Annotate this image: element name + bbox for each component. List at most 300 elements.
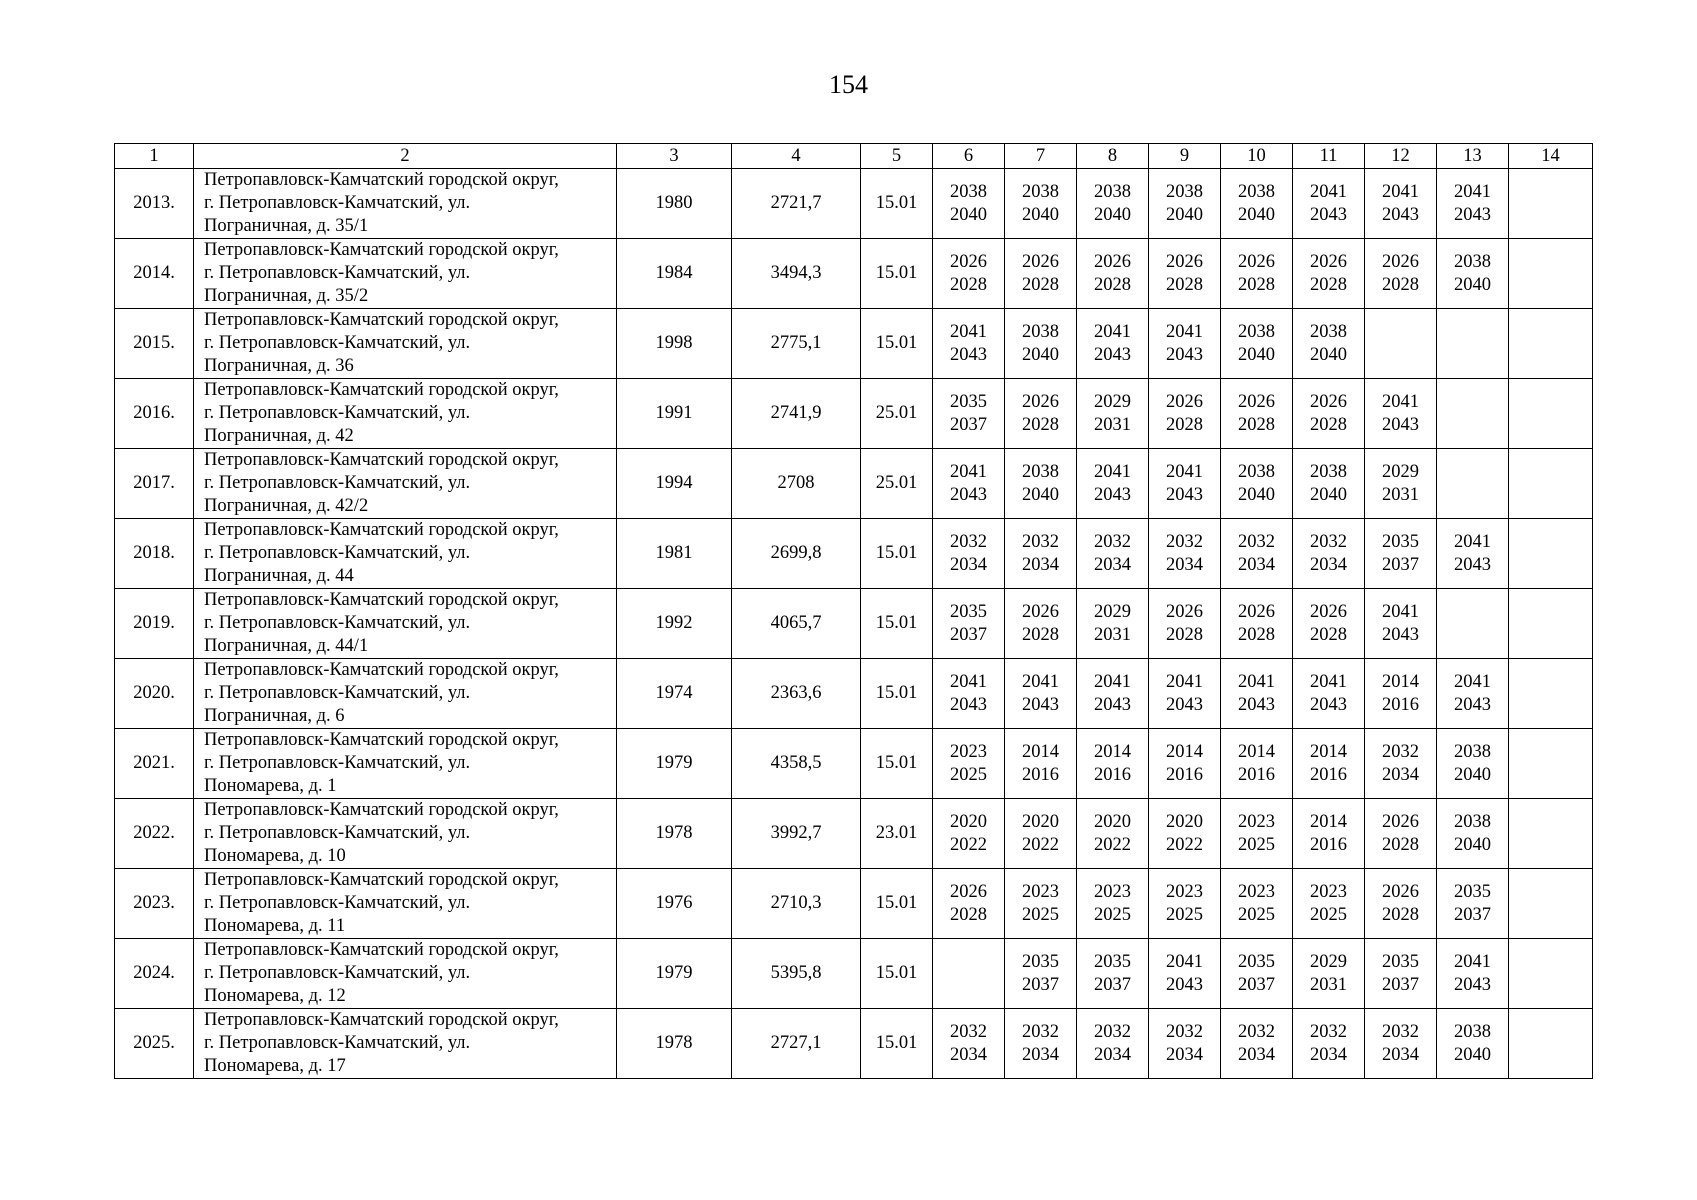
period-year: 2034 xyxy=(950,554,987,575)
period-year: 2038 xyxy=(1094,181,1131,202)
period-year: 2032 xyxy=(1166,1021,1203,1042)
period-cell xyxy=(1221,239,1293,309)
address-line: Петропавловск-Камчатский городской округ, xyxy=(204,1010,559,1030)
period-year: 2032 xyxy=(1310,1021,1347,1042)
period-cell xyxy=(1437,589,1509,659)
period-cell xyxy=(1293,449,1365,519)
period-year: 2032 xyxy=(950,1021,987,1042)
period-cell xyxy=(1365,869,1437,939)
period-cell xyxy=(933,589,1005,659)
period-year: 2032 xyxy=(1022,531,1059,552)
period-cell xyxy=(1437,659,1509,729)
address-line: Петропавловск-Камчатский городской округ, xyxy=(204,800,559,820)
period-year: 2035 xyxy=(1382,951,1419,972)
period-year: 2014 xyxy=(1022,741,1059,762)
row-number-cell: 2013. xyxy=(115,169,194,239)
period-cell xyxy=(1437,169,1509,239)
table-row xyxy=(115,589,1593,659)
build-year-cell: 1981 xyxy=(617,519,732,589)
period-year: 2022 xyxy=(1094,834,1131,855)
build-year-cell: 1984 xyxy=(617,239,732,309)
address-cell xyxy=(194,1009,617,1079)
period-year: 2032 xyxy=(1382,741,1419,762)
period-year: 2043 xyxy=(1454,694,1491,715)
period-year: 2034 xyxy=(950,1044,987,1065)
address-line: Петропавловск-Камчатский городской округ, xyxy=(204,310,559,330)
period-year: 2026 xyxy=(1022,601,1059,622)
period-year: 2014 xyxy=(1310,741,1347,762)
address-line: Петропавловск-Камчатский городской округ, xyxy=(204,940,559,960)
period-year: 2038 xyxy=(1238,321,1275,342)
period-cell xyxy=(933,869,1005,939)
period-cell xyxy=(1221,869,1293,939)
period-year: 2023 xyxy=(1238,881,1275,902)
period-cell xyxy=(1005,379,1077,449)
period-year: 2038 xyxy=(1310,321,1347,342)
period-year: 2041 xyxy=(1166,671,1203,692)
period-year: 2041 xyxy=(1310,671,1347,692)
address-line: Петропавловск-Камчатский городской округ, xyxy=(204,380,559,400)
period-year: 2037 xyxy=(1238,974,1275,995)
period-cell xyxy=(1509,1009,1593,1079)
period-cell xyxy=(1005,869,1077,939)
row-number-cell: 2025. xyxy=(115,1009,194,1079)
period-year: 2041 xyxy=(1166,321,1203,342)
address-line: Петропавловск-Камчатский городской округ, xyxy=(204,520,559,540)
period-cell xyxy=(1509,659,1593,729)
address-line: Петропавловск-Камчатский городской округ, xyxy=(204,870,559,890)
period-year: 2043 xyxy=(1310,694,1347,715)
period-year: 2014 xyxy=(1382,671,1419,692)
address-line: г. Петропавловск-Камчатский, ул. xyxy=(204,333,471,353)
address-cell xyxy=(194,589,617,659)
period-cell xyxy=(1149,799,1221,869)
period-cell xyxy=(933,449,1005,519)
period-year: 2040 xyxy=(1238,344,1275,365)
period-year: 2016 xyxy=(1022,764,1059,785)
code-cell: 25.01 xyxy=(861,449,933,519)
period-cell xyxy=(1221,589,1293,659)
period-year: 2028 xyxy=(1310,414,1347,435)
period-year: 2026 xyxy=(1166,601,1203,622)
code-cell: 15.01 xyxy=(861,309,933,379)
period-year: 2014 xyxy=(1094,741,1131,762)
address-line: Петропавловск-Камчатский городской округ, xyxy=(204,450,559,470)
period-year: 2035 xyxy=(950,601,987,622)
address-line: г. Петропавловск-Камчатский, ул. xyxy=(204,1033,471,1053)
code-cell: 25.01 xyxy=(861,379,933,449)
period-year: 2043 xyxy=(950,484,987,505)
period-year: 2041 xyxy=(1382,601,1419,622)
row-number-cell: 2020. xyxy=(115,659,194,729)
period-year: 2029 xyxy=(1310,951,1347,972)
period-year: 2037 xyxy=(1454,904,1491,925)
period-year: 2035 xyxy=(1382,531,1419,552)
period-year: 2028 xyxy=(1022,274,1059,295)
period-year: 2040 xyxy=(1022,484,1059,505)
period-year: 2043 xyxy=(950,694,987,715)
period-cell xyxy=(1365,939,1437,1009)
table-row xyxy=(115,379,1593,449)
period-year: 2023 xyxy=(1310,881,1347,902)
period-year: 2025 xyxy=(1166,904,1203,925)
period-year: 2025 xyxy=(1238,904,1275,925)
period-year: 2028 xyxy=(1094,274,1131,295)
period-year: 2025 xyxy=(1238,834,1275,855)
row-number-cell: 2019. xyxy=(115,589,194,659)
period-year: 2034 xyxy=(1238,1044,1275,1065)
period-year: 2032 xyxy=(950,531,987,552)
period-year: 2026 xyxy=(1310,601,1347,622)
period-cell xyxy=(1293,379,1365,449)
period-year: 2028 xyxy=(1382,274,1419,295)
address-line: Пограничная, д. 42 xyxy=(204,426,354,446)
period-cell xyxy=(1149,449,1221,519)
address-cell xyxy=(194,449,617,519)
period-year: 2028 xyxy=(1166,624,1203,645)
code-cell: 15.01 xyxy=(861,239,933,309)
period-year: 2035 xyxy=(1238,951,1275,972)
address-line: Пономарева, д. 1 xyxy=(204,776,337,796)
period-year: 2043 xyxy=(1238,694,1275,715)
period-year: 2022 xyxy=(1022,834,1059,855)
period-year: 2041 xyxy=(950,461,987,482)
address-cell xyxy=(194,869,617,939)
address-line: Петропавловск-Камчатский городской округ, xyxy=(204,170,559,190)
period-cell xyxy=(1365,239,1437,309)
code-cell: 15.01 xyxy=(861,869,933,939)
period-cell xyxy=(1365,379,1437,449)
period-year: 2034 xyxy=(1310,554,1347,575)
address-line: Петропавловск-Камчатский городской округ, xyxy=(204,590,559,610)
period-year: 2016 xyxy=(1166,764,1203,785)
period-cell xyxy=(1437,519,1509,589)
period-cell xyxy=(1077,799,1149,869)
table-row xyxy=(115,939,1593,1009)
address-line: Пономарева, д. 17 xyxy=(204,1056,346,1076)
period-year: 2043 xyxy=(1382,204,1419,225)
period-cell xyxy=(933,309,1005,379)
period-year: 2028 xyxy=(1310,624,1347,645)
build-year-cell: 1978 xyxy=(617,1009,732,1079)
period-cell xyxy=(1077,589,1149,659)
period-year: 2028 xyxy=(1382,904,1419,925)
period-year: 2040 xyxy=(1454,834,1491,855)
period-year: 2026 xyxy=(1022,251,1059,272)
period-cell xyxy=(933,729,1005,799)
period-cell xyxy=(1365,659,1437,729)
code-cell: 15.01 xyxy=(861,589,933,659)
period-year: 2041 xyxy=(1022,671,1059,692)
period-cell xyxy=(1365,519,1437,589)
period-year: 2038 xyxy=(1454,251,1491,272)
period-cell xyxy=(1509,939,1593,1009)
period-year: 2022 xyxy=(1166,834,1203,855)
period-year: 2032 xyxy=(1094,1021,1131,1042)
period-year: 2041 xyxy=(1166,461,1203,482)
address-cell xyxy=(194,729,617,799)
period-year: 2040 xyxy=(1022,344,1059,365)
period-cell xyxy=(1077,309,1149,379)
period-year: 2026 xyxy=(1022,391,1059,412)
period-year: 2020 xyxy=(1022,811,1059,832)
period-cell xyxy=(1149,659,1221,729)
address-line: г. Петропавловск-Камчатский, ул. xyxy=(204,683,471,703)
period-cell xyxy=(1005,519,1077,589)
period-cell xyxy=(1437,379,1509,449)
code-cell: 15.01 xyxy=(861,169,933,239)
period-cell xyxy=(1509,169,1593,239)
period-year: 2034 xyxy=(1310,1044,1347,1065)
period-year: 2014 xyxy=(1310,811,1347,832)
period-year: 2026 xyxy=(950,251,987,272)
period-year: 2040 xyxy=(1166,204,1203,225)
period-cell xyxy=(1077,519,1149,589)
period-cell xyxy=(1077,449,1149,519)
address-line: Пономарева, д. 10 xyxy=(204,846,346,866)
period-year: 2028 xyxy=(1238,624,1275,645)
period-year: 2032 xyxy=(1166,531,1203,552)
period-year: 2025 xyxy=(1310,904,1347,925)
address-line: Пограничная, д. 36 xyxy=(204,356,354,376)
page-number: 154 xyxy=(829,70,868,99)
period-cell xyxy=(1221,519,1293,589)
period-cell xyxy=(1221,1009,1293,1079)
address-cell xyxy=(194,939,617,1009)
period-year: 2043 xyxy=(1382,624,1419,645)
period-cell xyxy=(1509,449,1593,519)
period-cell xyxy=(1509,729,1593,799)
period-year: 2028 xyxy=(1310,274,1347,295)
address-cell xyxy=(194,379,617,449)
period-year: 2029 xyxy=(1094,601,1131,622)
address-line: Петропавловск-Камчатский городской округ, xyxy=(204,730,559,750)
period-year: 2023 xyxy=(1094,881,1131,902)
period-year: 2032 xyxy=(1094,531,1131,552)
build-year-cell: 1979 xyxy=(617,939,732,1009)
period-cell xyxy=(1509,519,1593,589)
code-cell: 15.01 xyxy=(861,939,933,1009)
table-row xyxy=(115,869,1593,939)
period-year: 2032 xyxy=(1238,531,1275,552)
period-year: 2043 xyxy=(1166,694,1203,715)
address-line: Пономарева, д. 12 xyxy=(204,986,346,1006)
period-year: 2016 xyxy=(1310,764,1347,785)
column-header: 12 xyxy=(1365,144,1437,169)
address-line: Пограничная, д. 44 xyxy=(204,566,354,586)
period-cell xyxy=(1437,309,1509,379)
period-year: 2043 xyxy=(1454,554,1491,575)
address-cell xyxy=(194,659,617,729)
period-year: 2035 xyxy=(1454,881,1491,902)
period-year: 2038 xyxy=(1454,741,1491,762)
period-cell xyxy=(1509,379,1593,449)
period-year: 2041 xyxy=(1454,181,1491,202)
period-cell xyxy=(933,1009,1005,1079)
period-cell xyxy=(1293,239,1365,309)
period-year: 2043 xyxy=(1094,344,1131,365)
period-year: 2038 xyxy=(1022,461,1059,482)
column-header: 9 xyxy=(1149,144,1221,169)
period-year: 2035 xyxy=(1022,951,1059,972)
period-year: 2025 xyxy=(1022,904,1059,925)
period-cell xyxy=(1149,309,1221,379)
period-year: 2043 xyxy=(1382,414,1419,435)
table-row xyxy=(115,239,1593,309)
period-year: 2028 xyxy=(1166,414,1203,435)
period-year: 2016 xyxy=(1238,764,1275,785)
build-year-cell: 1991 xyxy=(617,379,732,449)
period-year: 2014 xyxy=(1166,741,1203,762)
address-line: г. Петропавловск-Камчатский, ул. xyxy=(204,543,471,563)
period-year: 2040 xyxy=(1310,484,1347,505)
period-year: 2034 xyxy=(1238,554,1275,575)
period-year: 2037 xyxy=(1022,974,1059,995)
column-header: 3 xyxy=(617,144,732,169)
column-header: 8 xyxy=(1077,144,1149,169)
period-cell xyxy=(1149,869,1221,939)
period-cell xyxy=(1077,169,1149,239)
period-year: 2040 xyxy=(1238,204,1275,225)
period-year: 2041 xyxy=(950,671,987,692)
period-year: 2031 xyxy=(1310,974,1347,995)
period-year: 2032 xyxy=(1022,1021,1059,1042)
period-cell xyxy=(933,519,1005,589)
area-cell: 2708 xyxy=(732,449,861,519)
period-year: 2020 xyxy=(1166,811,1203,832)
period-cell xyxy=(1077,869,1149,939)
period-cell xyxy=(1437,1009,1509,1079)
period-year: 2041 xyxy=(950,321,987,342)
address-line: г. Петропавловск-Камчатский, ул. xyxy=(204,613,471,633)
period-year: 2026 xyxy=(1310,391,1347,412)
period-cell xyxy=(1293,869,1365,939)
build-year-cell: 1992 xyxy=(617,589,732,659)
column-header: 4 xyxy=(732,144,861,169)
period-cell xyxy=(1077,659,1149,729)
column-header: 13 xyxy=(1437,144,1509,169)
period-year: 2041 xyxy=(1094,671,1131,692)
period-cell xyxy=(1221,169,1293,239)
address-line: Пограничная, д. 6 xyxy=(204,706,345,726)
period-year: 2026 xyxy=(1382,811,1419,832)
data-table xyxy=(114,143,1593,1079)
period-year: 2026 xyxy=(1382,881,1419,902)
period-year: 2043 xyxy=(1454,974,1491,995)
period-year: 2034 xyxy=(1022,554,1059,575)
column-header: 14 xyxy=(1509,144,1593,169)
period-year: 2034 xyxy=(1094,1044,1131,1065)
period-year: 2023 xyxy=(950,741,987,762)
area-cell: 3494,3 xyxy=(732,239,861,309)
period-year: 2031 xyxy=(1094,624,1131,645)
period-year: 2041 xyxy=(1094,461,1131,482)
table-row xyxy=(115,449,1593,519)
period-cell xyxy=(1005,589,1077,659)
period-year: 2040 xyxy=(1022,204,1059,225)
period-year: 2022 xyxy=(950,834,987,855)
period-year: 2020 xyxy=(1094,811,1131,832)
period-year: 2026 xyxy=(1238,391,1275,412)
table-row xyxy=(115,729,1593,799)
period-cell xyxy=(1293,659,1365,729)
period-year: 2040 xyxy=(1310,344,1347,365)
area-cell: 2727,1 xyxy=(732,1009,861,1079)
period-cell xyxy=(1437,939,1509,1009)
row-number-cell: 2017. xyxy=(115,449,194,519)
code-cell: 23.01 xyxy=(861,799,933,869)
period-year: 2043 xyxy=(1310,204,1347,225)
period-year: 2029 xyxy=(1094,391,1131,412)
period-cell xyxy=(1077,729,1149,799)
period-year: 2038 xyxy=(1238,181,1275,202)
period-cell xyxy=(1293,309,1365,379)
period-cell xyxy=(1365,169,1437,239)
period-year: 2034 xyxy=(1382,1044,1419,1065)
period-year: 2023 xyxy=(1238,811,1275,832)
period-year: 2034 xyxy=(1166,1044,1203,1065)
build-year-cell: 1998 xyxy=(617,309,732,379)
period-cell xyxy=(1293,729,1365,799)
address-line: Пограничная, д. 44/1 xyxy=(204,636,369,656)
period-year: 2026 xyxy=(1238,601,1275,622)
table-row xyxy=(115,659,1593,729)
period-year: 2041 xyxy=(1454,671,1491,692)
row-number-cell: 2016. xyxy=(115,379,194,449)
period-year: 2043 xyxy=(1166,484,1203,505)
period-year: 2040 xyxy=(1238,484,1275,505)
period-cell xyxy=(1149,519,1221,589)
period-cell xyxy=(1509,799,1593,869)
period-cell xyxy=(1149,939,1221,1009)
period-year: 2041 xyxy=(1382,391,1419,412)
period-cell xyxy=(1293,939,1365,1009)
period-year: 2041 xyxy=(1382,181,1419,202)
period-year: 2043 xyxy=(1094,484,1131,505)
period-cell xyxy=(1221,449,1293,519)
table-body xyxy=(115,169,1593,1079)
period-cell xyxy=(1509,589,1593,659)
period-cell xyxy=(1005,239,1077,309)
period-cell xyxy=(933,169,1005,239)
period-year: 2028 xyxy=(1022,624,1059,645)
area-cell: 3992,7 xyxy=(732,799,861,869)
table-row xyxy=(115,519,1593,589)
period-cell xyxy=(1365,1009,1437,1079)
period-cell xyxy=(1149,169,1221,239)
period-year: 2040 xyxy=(1454,1044,1491,1065)
period-year: 2035 xyxy=(950,391,987,412)
row-number-cell: 2014. xyxy=(115,239,194,309)
period-year: 2032 xyxy=(1238,1021,1275,1042)
period-year: 2020 xyxy=(950,811,987,832)
period-cell xyxy=(1365,309,1437,379)
column-header: 1 xyxy=(115,144,194,169)
period-cell xyxy=(1149,1009,1221,1079)
period-year: 2037 xyxy=(1382,974,1419,995)
period-year: 2043 xyxy=(1454,204,1491,225)
address-line: Петропавловск-Камчатский городской округ, xyxy=(204,660,559,680)
period-year: 2038 xyxy=(1454,1021,1491,1042)
period-year: 2038 xyxy=(1022,321,1059,342)
period-year: 2037 xyxy=(950,414,987,435)
address-line: г. Петропавловск-Камчатский, ул. xyxy=(204,403,471,423)
period-cell xyxy=(1293,519,1365,589)
period-cell xyxy=(1005,799,1077,869)
period-year: 2034 xyxy=(1094,554,1131,575)
area-cell: 2710,3 xyxy=(732,869,861,939)
period-cell xyxy=(1365,729,1437,799)
